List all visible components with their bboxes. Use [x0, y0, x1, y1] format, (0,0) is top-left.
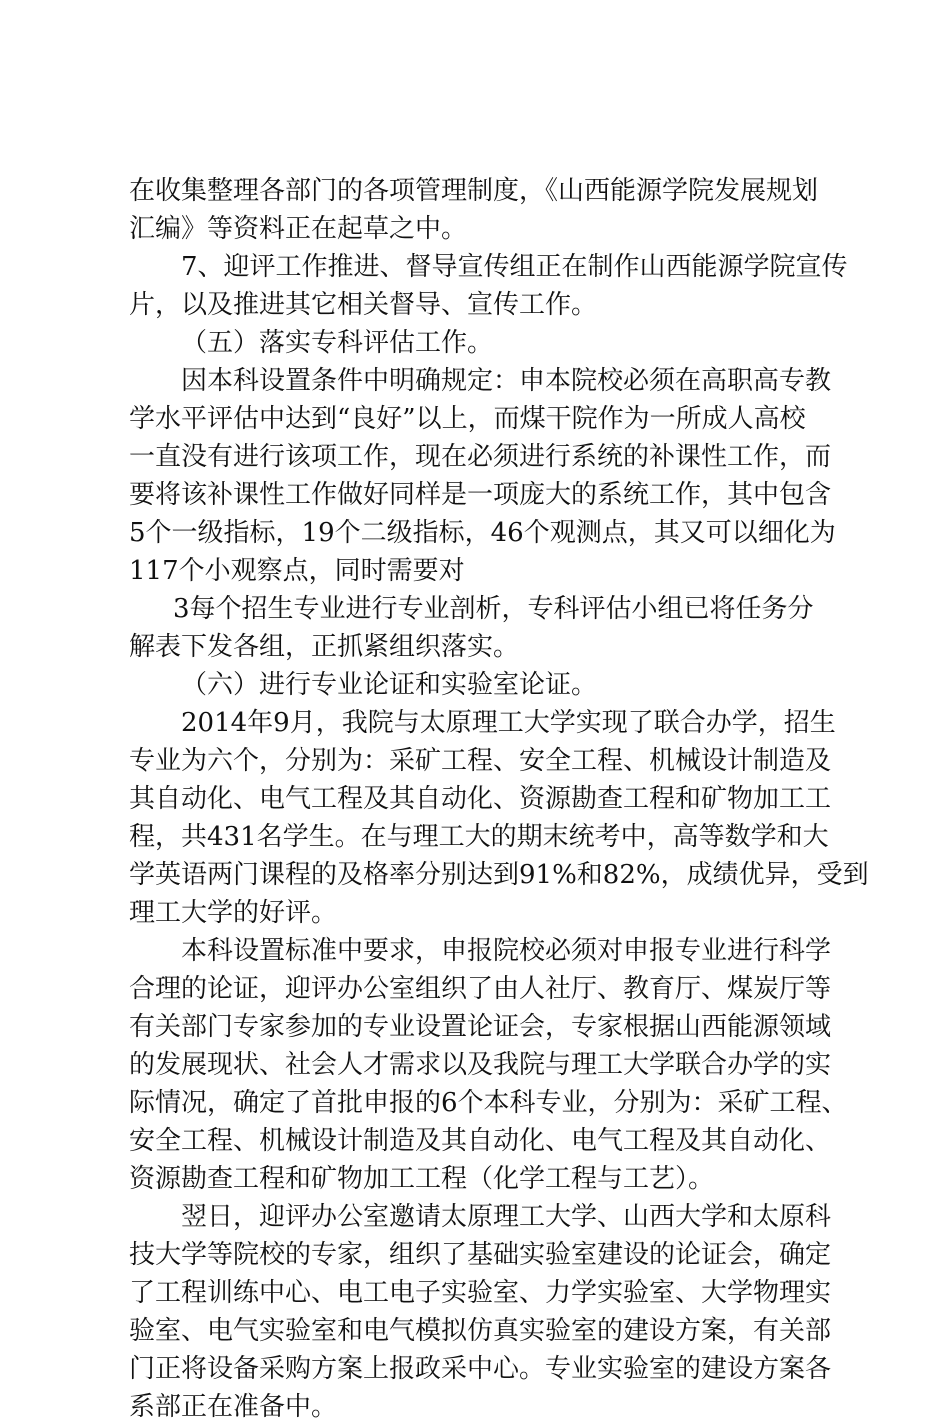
text-line: 系部正在准备中。	[129, 1392, 338, 1422]
text-line: 2014年9月，我院与太原理工大学实现了联合办学，招生	[181, 708, 836, 738]
document-body	[129, 172, 869, 1426]
text-line: 有关部门专家参加的专业设置论证会，专家根据山西能源领域	[129, 1012, 832, 1042]
paragraph-joint-program	[129, 704, 869, 932]
paragraph-continued-text	[129, 172, 839, 248]
text-line: 专业为六个，分别为：采矿工程、安全工程、机械设计制造及	[129, 746, 832, 776]
text-line: 要将该补课性工作做好同样是一项庞大的系统工作，其中包含	[129, 480, 832, 510]
section-heading: （六）进行专业论证和实验室论证。	[181, 670, 598, 700]
text-line: 5个一级指标，19个二级指标，46个观测点，其又可以细化为	[129, 518, 836, 548]
text-line: 因本科设置条件中明确规定：申本院校必须在高职高专教	[181, 366, 832, 396]
text-line: 程，共431名学生。在与理工大的期末统考中，高等数学和大	[129, 822, 829, 852]
text-line: 际情况，确定了首批申报的6个本科专业，分别为：采矿工程、	[129, 1088, 848, 1118]
text-line: 门正将设备采购方案上报政采中心。专业实验室的建设方案各	[129, 1354, 832, 1384]
text-line: 学英语两门课程的及格率分别达到91%和82%，成绩优异，受到	[129, 860, 869, 890]
section-heading: （五）落实专科评估工作。	[181, 328, 494, 358]
text-line: 本科设置标准中要求，申报院校必须对申报专业进行科学	[181, 936, 832, 966]
text-line: 合理的论证，迎评办公室组织了由人社厅、教育厅、煤炭厅等	[129, 974, 832, 1004]
section-heading-5	[129, 324, 839, 362]
paragraph-major-demonstration	[129, 932, 848, 1198]
text-line: 7、迎评工作推进、督导宣传组正在制作山西能源学院宣传	[181, 252, 848, 282]
text-line: 翌日，迎评办公室邀请太原理工大学、山西大学和太原科	[181, 1202, 832, 1232]
text-line: 技大学等院校的专家，组织了基础实验室建设的论证会，确定	[129, 1240, 832, 1270]
paragraph-lab-demonstration	[129, 1198, 839, 1426]
paragraph-item-7	[129, 248, 848, 324]
section-heading-6	[129, 666, 839, 704]
text-line: 汇编》等资料正在起草之中。	[129, 214, 468, 244]
text-line: 验室、电气实验室和电气模拟仿真实验室的建设方案，有关部	[129, 1316, 832, 1346]
text-line: 资源勘查工程和矿物加工工程（化学工程与工艺）。	[129, 1164, 715, 1194]
text-line: 片，以及推进其它相关督导、宣传工作。	[129, 290, 598, 320]
text-line: 安全工程、机械设计制造及其自动化、电气工程及其自动化、	[129, 1126, 832, 1156]
text-line: 了工程训练中心、电工电子实验室、力学实验室、大学物理实	[129, 1278, 832, 1308]
paragraph-major-analysis	[129, 590, 839, 666]
text-line: 的发展现状、社会人才需求以及我院与理工大学联合办学的实	[129, 1050, 832, 1080]
text-line: 3每个招生专业进行专业剖析，专科评估小组已将任务分	[173, 594, 814, 624]
text-line: 理工大学的好评。	[129, 898, 338, 928]
text-line: 在收集整理各部门的各项管理制度，《山西能源学院发展规划	[129, 176, 819, 206]
text-line: 一直没有进行该项工作，现在必须进行系统的补课性工作，而	[129, 442, 832, 472]
text-line: 其自动化、电气工程及其自动化、资源勘查工程和矿物加工工	[129, 784, 832, 814]
text-line: 解表下发各组，正抓紧组织落实。	[129, 632, 520, 662]
paragraph-assessment	[129, 362, 839, 590]
text-line: 117个小观察点，同时需要对	[129, 556, 465, 586]
text-line: 学水平评估中达到“良好”以上，而煤干院作为一所成人高校	[129, 404, 806, 434]
